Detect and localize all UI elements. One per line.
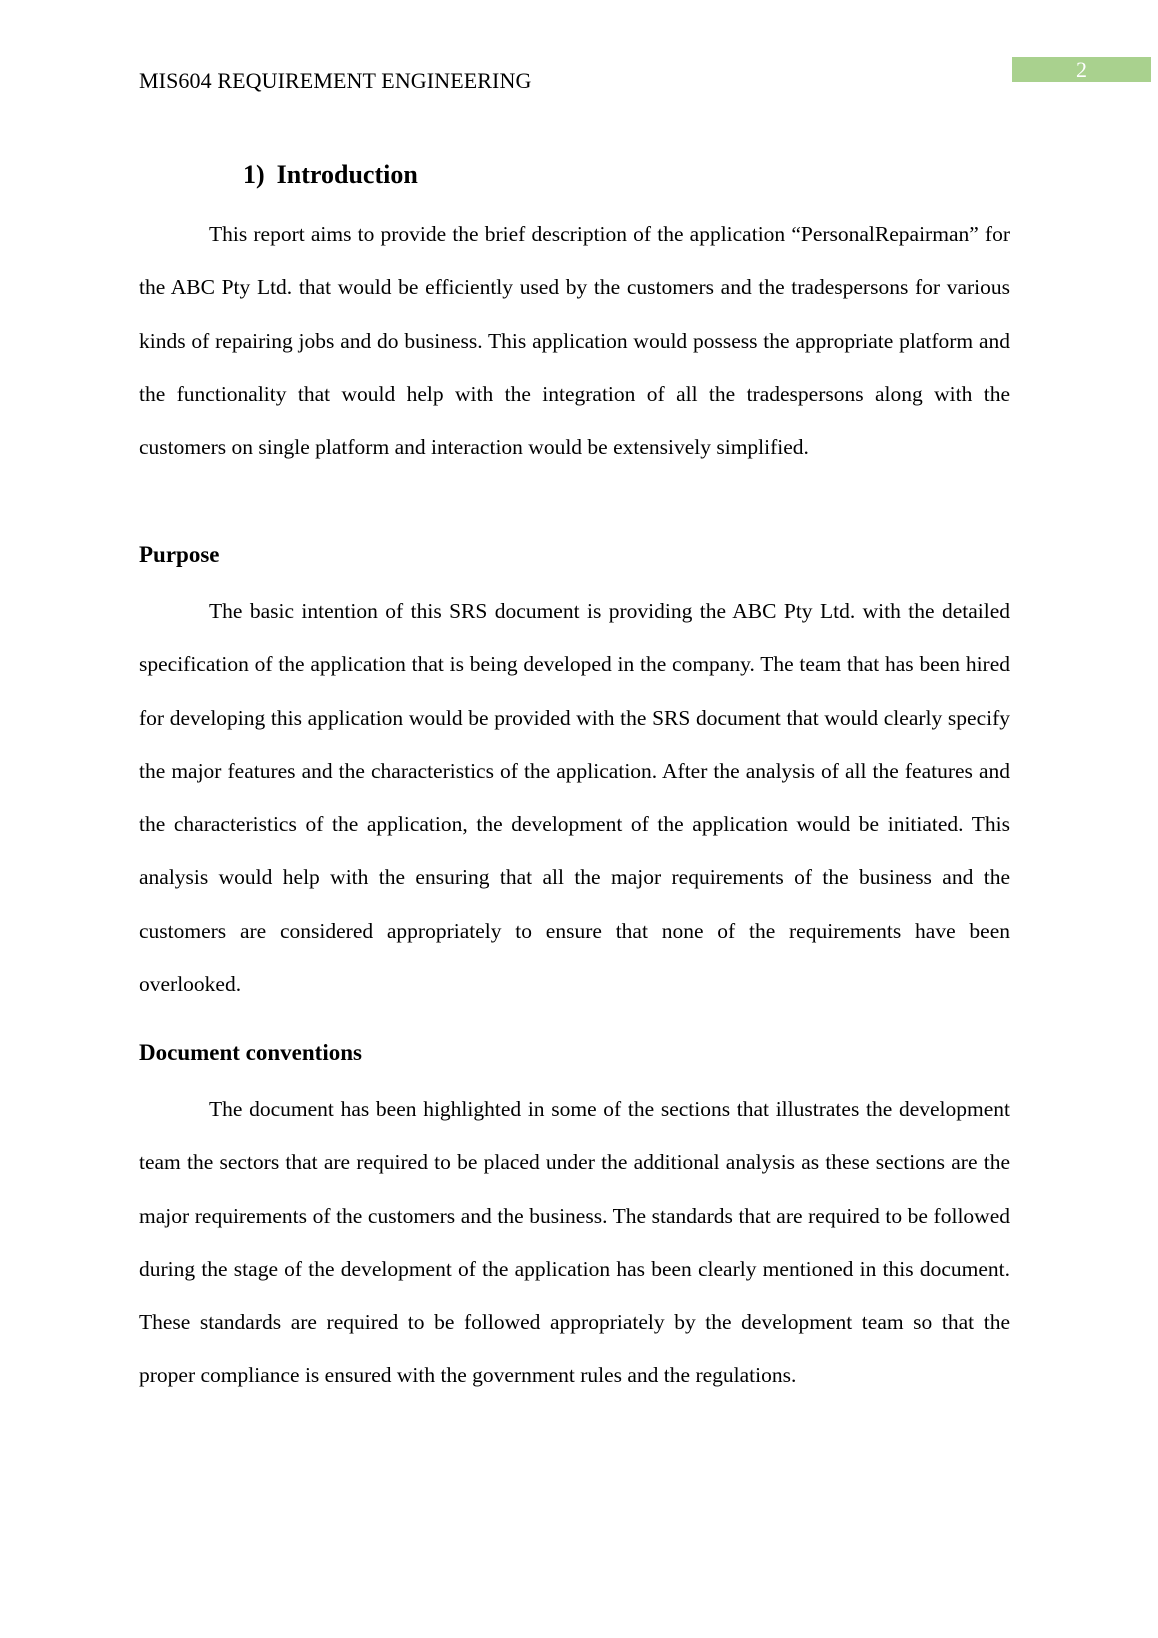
section-heading-document-conventions: Document conventions — [139, 1040, 362, 1065]
section-heading-purpose: Purpose — [139, 542, 220, 567]
section-title: Introduction — [276, 160, 418, 189]
running-header-title: MIS604 REQUIREMENT ENGINEERING — [139, 68, 532, 93]
section-number: 1) — [243, 160, 265, 189]
purpose-paragraph: The basic intention of this SRS document is providing the ABC Pty Ltd. with the detailed specification of the application that is being developed in the company. The team that has been hired for developing this application would be provided with the SRS document that would clearly specify the major features and the characteristics of the application. After the analysis of all the features and the characteristics of the application, the development of the application would be initiated. This analysis would help with the ensuring that all the major requirements of the business and the customers are considered appropriately to ensure that none of the requirements have been overlooked. — [139, 599, 1010, 997]
page-number-badge: 2 — [1012, 57, 1151, 82]
document-conventions-paragraph: The document has been highlighted in some of the sections that illustrates the development team the sectors that are required to be placed under the additional analysis as these sections are the major requirements of the customers and the business. The standards that are required to be followed during the stage of the development of the application has been clearly mentioned in this document. These standards are required to be followed appropriately by the development team so that the proper compliance is ensured with the government rules and the regulations. — [139, 1097, 1010, 1388]
introduction-paragraph: This report aims to provide the brief description of the application “PersonalRepairman” for the ABC Pty Ltd. that would be efficiently used by the customers and the tradespersons for various kinds of repairing jobs and do business. This application would possess the appropriate platform and the functionality that would help with the integration of all the tradespersons along with the customers on single platform and interaction would be extensively simplified. — [139, 222, 1010, 460]
section-heading-introduction — [243, 160, 418, 190]
